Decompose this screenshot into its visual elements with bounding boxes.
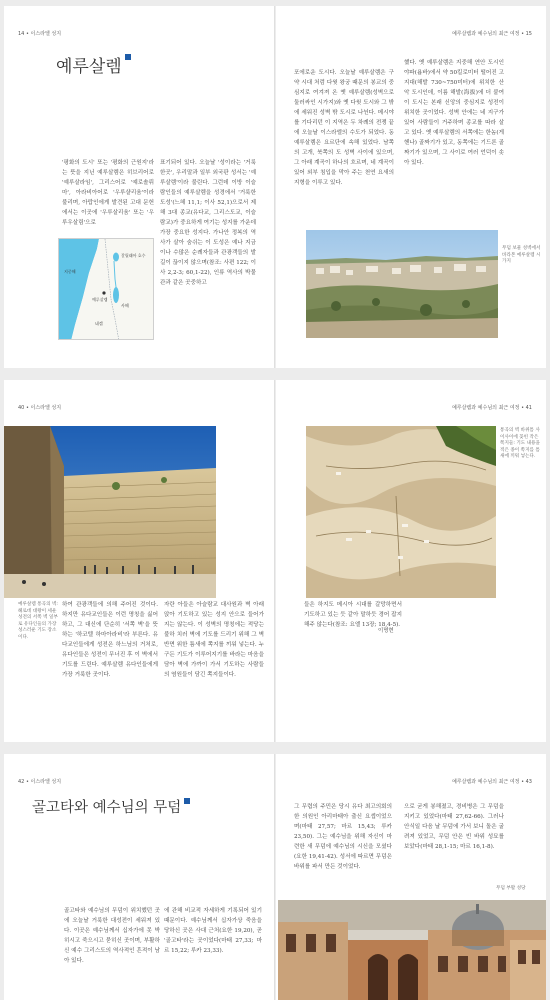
- spread-jerusalem: [4, 6, 546, 368]
- photo-caption: 무덤 보물 성벽에서 바라본 예루살렘 시가지: [502, 246, 541, 264]
- photo-caption: 무덤 부활 성당: [496, 886, 526, 891]
- body-column-2: 에 관해 비교적 자세하게 기록되어 있기 때문이다. 예수님께서 십자가상 죽음을 당하신 곳은 사대 근처(요한 19,20), 곧 '골고타'라는 곳이었다(마태 27,33; 마르 15,22; 루카 23,33).: [164, 908, 262, 954]
- holy-sepulchre-photo: [278, 900, 546, 1000]
- chapter-title: [56, 52, 131, 77]
- spread-golgotha: [4, 754, 546, 1000]
- body-column-1: '평화의 도시' 또는 '평화의 근원지'라는 뜻을 지닌 예루살렘은 히브리어로 '예루살라임', 그리스어로 '예로솔뤼마', 아라비아어로 '우루샬리움'이라 불리며, 아랍인에게 발견된 고대 문헌에서는 이곳에 '우루살리움' 또는 '우루우살림'으로: [62, 160, 154, 226]
- left-photo-caption: 예루살렘 통곡의 벽: 헤로데 대왕이 세운 성전의 서쪽 벽 일부로 유다인들의 가장 성스러운 기도 장소이다.: [18, 602, 58, 640]
- chapter-title-text: 골고타와 예수님의 무덤: [32, 800, 182, 816]
- map-label-dead-sea: 사해: [121, 303, 129, 308]
- left-running-head: 40 • 이스라엘 성지: [18, 405, 62, 411]
- spread-western-wall: [4, 380, 546, 742]
- left-running-head: 42 • 이스라엘 성지: [18, 779, 62, 785]
- body-column-3: 그 무렵의 주민은 당시 유다 최고의회의 한 의원인 아리마태아 출신 요셉이었으며(마태 27,57; 마르 15,43; 루카 23,50). 그는 예수님을 위해 자신이 마련한 새 무덤에 예수님의 시신을 모셨다(요한 19,41-42). 성서에 따르면 무덤은 바위를 파서 만든 것이었다.: [294, 804, 392, 870]
- body-column-1: 골고타와 예수님의 무덤이 위치했던 곳에 오늘날 거룩한 대성전이 세워져 있다. 이곳은 예수님께서 십자가에 못 박히시고 죽으시고 묻히신 곳이며, 부활하신 예수 그리스도의 역사적인 흔적이 남아 있다.: [64, 908, 160, 964]
- chapter-title-text: 예루살렘: [56, 57, 122, 77]
- body-column-2: 자란 아들은 아슬람교 대사원과 벽 아래 앉아 기도하고 있는 성지 안으로 들어가지는 않는다. 이 성벽의 명칭에는 적당는 불하 치러 벽에 기도를 드리기 위해 그 벽 반면 위한 틈새에 쪽지를 끼워 넣는다. 누구든 기도가 이루어지기를 바라는 마음을 담아 벽에 가까이 가서 기도하는 사람들의 염원들이 담긴 쪽지들이다.: [164, 602, 264, 678]
- body-column-3: 포에로운 도시다. 오늘날 예루살렘은 구약 시대 처럼 다윗 왕궁 때문의 봉교의 중심지로 여겨져 온 옛 예루살렘(성벽으로 둘러싸인 시가지)와 옛 다윗 도시와 그 밖에 세워진 성벽 밖 도시로 나뉜다. 메시야를 기다리던 이 지역은 두 차례의 전쟁 끝에 오늘날 이스라엘의 수도가 되었다. 동 예루살렘은 요르단에 속해 있었다. 남쪽의 고개, 북쪽의 도 성벽 사이에 있으며, 그 아래 계곡이 하나의 흐르며, 네 계곡이 있어 외부 침입을 막아 주는 천연 요새의 지형을 이루고 있다.: [294, 70, 394, 186]
- map-label-negev: 네겝: [95, 321, 103, 326]
- map-label-mediterranean: 지중해: [64, 269, 76, 274]
- chapter-title: [32, 796, 190, 817]
- photo-author: 이명현: [378, 628, 394, 634]
- right-running-head: 예루살렘과 예수님의 최근 여정 • 41: [451, 405, 532, 411]
- body-column-1: 하여 관광객들에 의해 주어진 것이다. 하지만 유다교인들은 이런 명칭을 싫어하고, 그 대신에 단순히 '서쪽 벽'을 뜻하는 '하코텔 하마아라비'라 부른다. 유다교인들에게 성전은 하느님의 거처로, 유다인들은 성전이 무너진 후 이 벽에서 기도를 드린다. 예루살렘 유다인들에게 가장 거룩한 곳이다.: [62, 602, 158, 678]
- body-column-4: 으로 굳게 봉해졌고, 경비병은 그 무덤을 지키고 있었다(마태 27,62-66). 그러나 안식일 다음 날 무덤에 가서 보니 돌은 굴려져 있었고, 무덤 안은 빈 바위 성묘를 보았다(마태 28,1-15; 마르 16,1-8).: [404, 804, 504, 850]
- wall-crevice-notes-photo: [306, 426, 496, 598]
- left-running-head: 14 • 이스라엘 성지: [18, 31, 62, 37]
- body-column-4: 했다. 옛 예루살렘은 지중해 연안 도시인 야파(욥바)에서 약 50킬로미터 떨어진 고지대(해발 730~750미터)에 위치한 산악 도시인데, 이름 해발(海拔)에 더 붙여 이 도시는 본래 신앙의 중심지로 성전이 위치한 곳이었다. 성벽 안에는 네 지구가 있어 사람들이 거주하며 종교를 따라 살고 있다. 옛 예루살렘의 서쪽에는 한놈(게헨나) 골짜기가 있고, 동쪽에는 기드론 골짜기가 있으며, 그 사이로 여러 언덕이 솟아 있다.: [404, 60, 504, 166]
- right-photo-caption: 통곡의 벽 바위틈 사이사이에 꽂힌 작은 쪽지들: 기도 내용을 적은 종이 쪽지를 틈새에 끼워 넣는다.: [500, 428, 540, 459]
- title-square-mark: [184, 798, 190, 804]
- jerusalem-cityscape-photo: [306, 230, 498, 338]
- body-column-3: 들은 하지도 메시아 시대를 갈망하면서 기도하고 있는 듯 같아 말하듯 경어 잡지 해주 않는다(참조: 요엘 13장; 18,4-5).: [304, 602, 402, 628]
- map-label-galilee: 갈릴래아 호수: [121, 253, 146, 258]
- body-column-2: 표기되어 있다. 오늘날 '성이라는 '거룩한곳', 우리말과 일부 외국판 성서는 '예루살렘'이라 불린다. 그런데 이방 이슬람인들의 예루살렘을 성경에서 '거룩한 도성'(느헤 11,1; 이사 52,1)으로서 제해 3대 종교(유다교, 그리스도교, 이슬람교)가 중요하게 여기는 성지를 가운데 가장 중요한 성지다. 가나안 정복의 역사가 살아 숨쉬는 이 도성은 예나 지금이나 수많은 순례자들과 관광객들의 발길이 끊이지 않으며(참조: 사편 122; 이사 2,2-3; 60,1-22), 인류 역사의 박물관과 같은 곳중하고: [160, 160, 256, 286]
- map-label-jerusalem: 예루살렘: [92, 297, 108, 302]
- western-wall-photo: [4, 426, 216, 598]
- right-running-head: 예루살렘과 예수님의 최근 여정 • 15: [451, 31, 532, 37]
- israel-map: [58, 238, 154, 340]
- title-square-mark: [125, 54, 131, 60]
- right-running-head: 예루살렘과 예수님의 최근 여정 • 43: [451, 779, 532, 785]
